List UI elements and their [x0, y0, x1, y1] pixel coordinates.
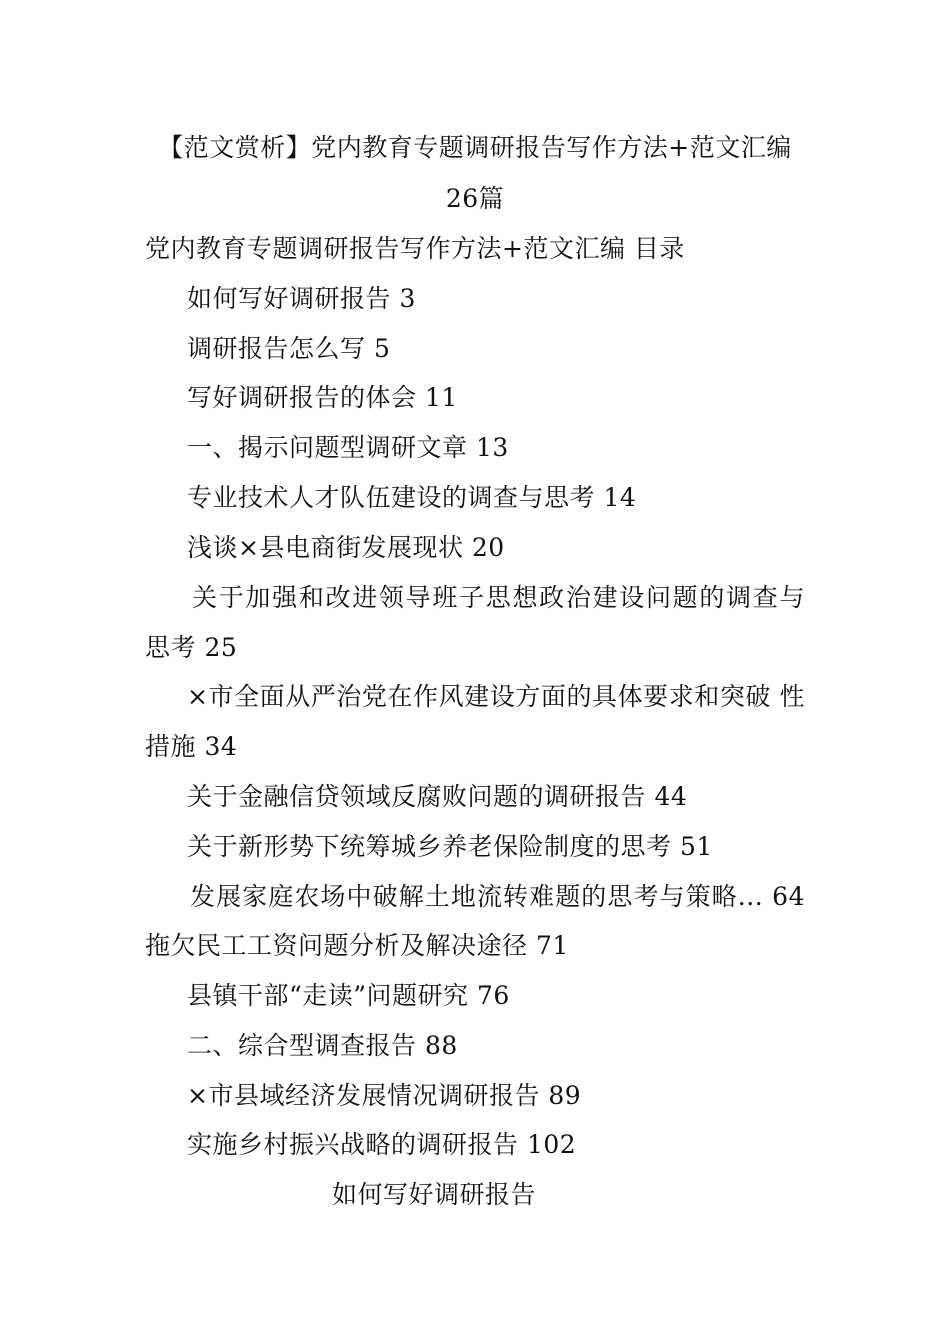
toc-entry-continuation: 措施 34 [145, 732, 238, 761]
toc-entry: 县镇干部“走读”问题研究 76 [187, 981, 510, 1010]
toc-entry-continuation: 思考 25 [145, 633, 238, 662]
toc-entry: 浅谈×县电商街发展现状 20 [187, 533, 505, 562]
toc-entry: 发展家庭农场中破解土地流转难题的思考与策略... 64 [190, 882, 805, 911]
toc-entry: ×市县域经济发展情况调研报告 89 [187, 1081, 582, 1110]
toc-entry: 实施乡村振兴战略的调研报告 102 [187, 1130, 577, 1159]
toc-entry: ×市全面从严治党在作风建设方面的具体要求和突破 性 [187, 682, 805, 711]
toc-entry: 如何写好调研报告 3 [187, 284, 416, 313]
toc-entry: 专业技术人才队伍建设的调查与思考 14 [187, 483, 637, 512]
toc-entry: 调研报告怎么写 5 [187, 334, 391, 363]
toc-heading: 党内教育专题调研报告写作方法+范文汇编 目录 [145, 234, 685, 263]
toc-entry: 关于金融信贷领域反腐败问题的调研报告 44 [187, 782, 688, 811]
toc-entry: 关于加强和改进领导班子思想政治建设问题的调查与 [192, 583, 805, 612]
document-title-line-1: 【范文赏析】党内教育专题调研报告写作方法+范文汇编 [158, 133, 792, 162]
section-heading: 如何写好调研报告 [332, 1180, 537, 1209]
toc-entry: 一、揭示问题型调研文章 13 [187, 433, 509, 462]
toc-entry: 关于新形势下统筹城乡养老保险制度的思考 51 [187, 832, 713, 861]
document-title-line-2: 26篇 [445, 184, 505, 213]
toc-entry: 拖欠民工工资问题分析及解决途径 71 [145, 931, 569, 960]
toc-entry: 写好调研报告的体会 11 [187, 383, 458, 412]
toc-entry: 二、综合型调查报告 88 [187, 1031, 458, 1060]
